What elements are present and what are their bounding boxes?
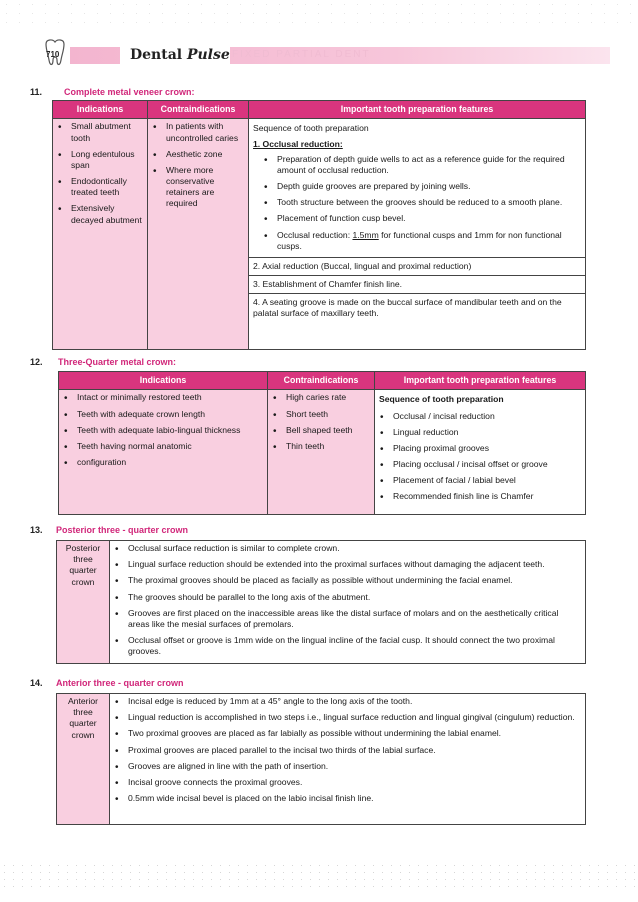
table-complete-metal-veneer (52, 100, 586, 350)
list-item: • Placement of function cusp bevel. (273, 213, 581, 224)
page-number: 710 (46, 50, 60, 59)
list-item: • Lingual reduction (389, 427, 581, 438)
section-13-number: 13. (30, 525, 43, 535)
section-12-number: 12. (30, 357, 43, 367)
section-12-title: Three-Quarter metal crown: (58, 357, 177, 367)
section-14-number: 14. (30, 678, 43, 688)
row-label-posterior: Posterior three quarter crown (57, 541, 110, 664)
chapter-ghost-text: FIXED PARTIAL DENT (232, 49, 371, 60)
col-header-indications: Indications (59, 372, 268, 390)
list-item: • Intact or minimally restored teeth (73, 392, 263, 403)
col-header-features: Important tooth preparation features (375, 372, 586, 390)
col-header-indications: Indications (53, 101, 148, 119)
list-item: • Occlusal surface reduction is similar to complete crown. (124, 543, 581, 554)
scan-noise-bottom (0, 862, 638, 892)
list-item: • Recommended finish line is Chamfer (389, 491, 581, 502)
step-1-heading: 1. Occlusal reduction: (253, 138, 343, 149)
list-item: • Proximal grooves are placed parallel to the incisal two thirds of the labial surface. (124, 745, 581, 756)
list-item: • Occlusal / incisal reduction (389, 411, 581, 422)
list-item: • Endodontically treated teeth (67, 176, 143, 198)
list-item: • Tooth structure between the grooves should be reduced to a smooth plane. (273, 197, 581, 208)
section-13-title: Posterior three - quarter crown (56, 525, 189, 535)
list-item: • In patients with uncontrolled caries (162, 121, 244, 143)
list-item: • High caries rate (282, 392, 370, 403)
list-item: • Teeth having normal anatomic (73, 441, 263, 452)
sequence-heading: Sequence of tooth preparation (253, 123, 369, 134)
list-item: • 0.5mm wide incisal bevel is placed on the labio incisal finish line. (124, 793, 581, 804)
features-cell (249, 119, 586, 350)
list-item: • Occlusal offset or groove is 1mm wide on the lingual incline of the facial cusp. It should connect the two proximal grooves. (124, 635, 581, 657)
list-item: • Aesthetic zone (162, 149, 244, 160)
step-4: 4. A seating groove is made on the buccal surface of mandibular teeth and on the palatal surface of maxillary teeth. (249, 293, 585, 322)
list-item: • Short teeth (282, 409, 370, 420)
list-item: • Thin teeth (282, 441, 370, 452)
list-item: • Teeth with adequate crown length (73, 409, 263, 420)
list-item: • Lingual reduction is accomplished in two steps i.e., lingual surface reduction and lingual gingival (cingulum) reduction. (124, 712, 581, 723)
col-header-features: Important tooth preparation features (249, 101, 586, 119)
section-14-title: Anterior three - quarter crown (56, 678, 184, 688)
table-anterior-three-quarter (56, 693, 586, 825)
posterior-points-cell (110, 541, 586, 664)
list-item: • Placement of facial / labial bevel (389, 475, 581, 486)
list-item-occlusal: • Occlusal reduction: 1.5mm for functional cusps and 1mm for non functional cusps. (273, 230, 581, 252)
list-item: • Long edentulous span (67, 149, 143, 171)
col-header-contraindications: Contraindications (268, 372, 375, 390)
features-cell (375, 390, 586, 515)
list-item: • Grooves are first placed on the inaccessible areas like the distal surface of molars and on the aesthetically critical areas like the mesial surfaces of premolars. (124, 608, 581, 630)
sequence-heading: Sequence of tooth preparation (379, 394, 504, 405)
contraindications-cell (148, 119, 249, 350)
section-11-number: 11. (30, 87, 43, 97)
indications-cell (53, 119, 148, 350)
list-item: • Where more conservative retainers are required (162, 165, 244, 210)
list-item: • Bell shaped teeth (282, 425, 370, 436)
list-item: • configuration (73, 457, 263, 468)
list-item: • Preparation of depth guide wells to act as a reference guide for the required amount of occlusal reduction. (273, 154, 581, 176)
list-item: • Extensively decayed abutment (67, 203, 143, 225)
list-item: • The grooves should be parallel to the long axis of the abutment. (124, 592, 581, 603)
list-item: • Depth guide grooves are prepared by joining wells. (273, 181, 581, 192)
indications-cell (59, 390, 268, 515)
list-item: • Small abutment tooth (67, 121, 143, 143)
table-three-quarter-metal (58, 371, 586, 515)
anterior-points-cell (110, 694, 586, 825)
contraindications-cell (268, 390, 375, 515)
list-item: • Placing occlusal / incisal offset or groove (389, 459, 581, 470)
scan-noise-top (0, 0, 638, 28)
list-item: • Incisal groove connects the proximal grooves. (124, 777, 581, 788)
table-posterior-three-quarter (56, 540, 586, 664)
list-item: • The proximal grooves should be placed as facially as possible without undermining the facial enamel. (124, 575, 581, 586)
list-item: • Placing proximal grooves (389, 443, 581, 454)
section-11-title: Complete metal veneer crown: (64, 87, 195, 97)
list-item: • Grooves are aligned in line with the path of insertion. (124, 761, 581, 772)
list-item: • Two proximal grooves are placed as far labially as possible without undermining the labial enamel. (124, 728, 581, 739)
col-header-contraindications: Contraindications (148, 101, 249, 119)
list-item: • Incisal edge is reduced by 1mm at a 45° angle to the long axis of the tooth. (124, 696, 581, 707)
step-3: 3. Establishment of Chamfer finish line. (249, 275, 585, 293)
list-item: • Teeth with adequate labio-lingual thickness (73, 425, 263, 436)
brand-logo: Dental Pulse (130, 47, 230, 63)
row-label-anterior: Anterior three quarter crown (57, 694, 110, 825)
list-item: • Lingual surface reduction should be extended into the proximal surfaces without damaging the adjacent teeth. (124, 559, 581, 570)
step-2: 2. Axial reduction (Buccal, lingual and proximal reduction) (249, 257, 585, 275)
